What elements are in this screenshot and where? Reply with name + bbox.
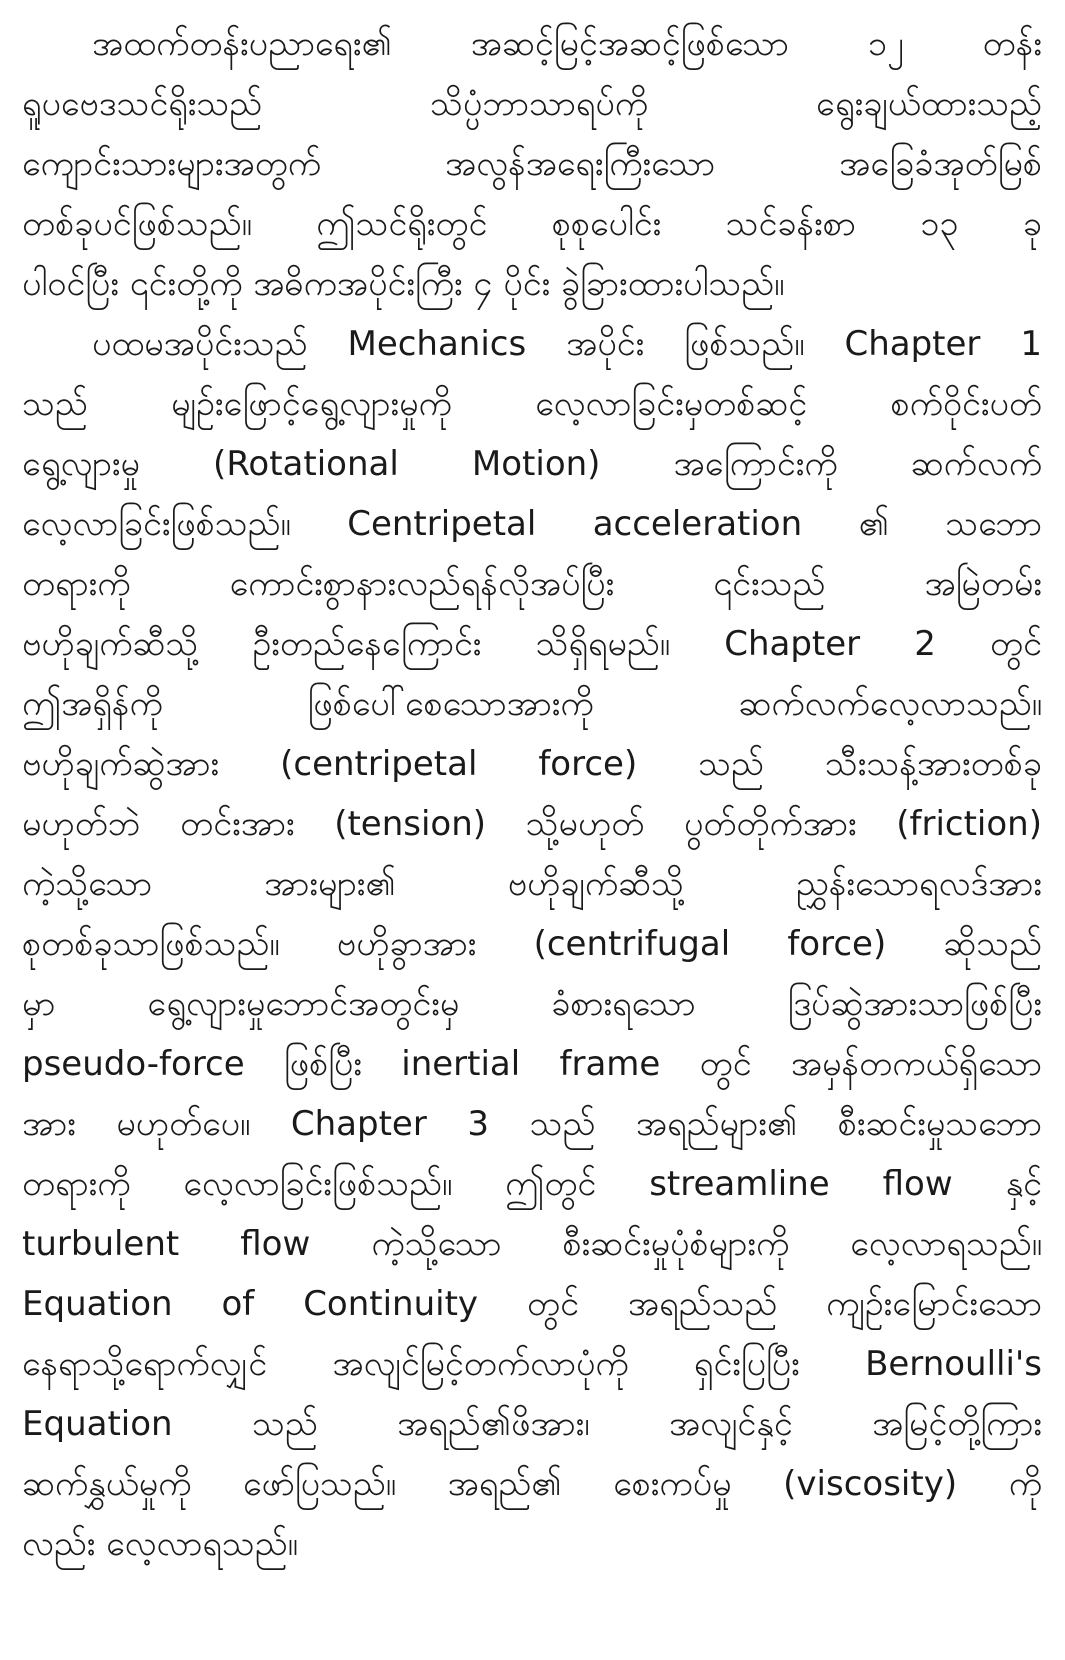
text-line-7: သည် မျဉ်းဖြောင့်ရွေ့လျားမှုကို လေ့လာခြင်းမှတစ်ဆင့် စက်ဝိုင်းပတ်: [22, 384, 1042, 424]
text-line-15: ကဲ့သို့သော အားများ၏ ဗဟိုချက်ဆီသို့ ညွှန်းသောရလဒ်အား: [22, 864, 1042, 904]
text-line-23: နေရာသို့ရောက်လျှင် အလျင်မြင့်တက်လာပုံကို ရှင်းပြပြီး Bernoulli's: [22, 1344, 1042, 1384]
text-line-21: turbulent flow ကဲ့သို့သော စီးဆင်းမှုပုံစံများကို လေ့လာရသည်။: [22, 1224, 1042, 1264]
text-line-16: စုတစ်ခုသာဖြစ်သည်။ ဗဟိုခွာအား (centrifugal force) ဆိုသည်: [22, 924, 1042, 964]
text-line-8: ရွေ့လျားမှု (Rotational Motion) အကြောင်းကို ဆက်လက်: [22, 444, 1042, 484]
text-line-20: တရားကို လေ့လာခြင်းဖြစ်သည်။ ဤတွင် streamline flow နှင့်: [22, 1164, 1042, 1204]
text-line-25: ဆက်နွှယ်မှုကို ဖော်ပြသည်။ အရည်၏ စေးကပ်မှု (viscosity) ကို: [22, 1464, 1042, 1504]
text-line-12: ဤအရှိန်ကို ဖြစ်ပေါ်စေသောအားကို ဆက်လက်လေ့လာသည်။: [22, 684, 1042, 724]
text-line-9: လေ့လာခြင်းဖြစ်သည်။ Centripetal acceleration ၏ သဘော: [22, 504, 1042, 544]
text-line-19: အား မဟုတ်ပေ။ Chapter 3 သည် အရည်များ၏ စီးဆင်းမှုသဘော: [22, 1104, 1042, 1144]
text-line-17: မှာ ရွေ့လျားမှုဘောင်အတွင်းမှ ခံစားရသော ဒြပ်ဆွဲအားသာဖြစ်ပြီး: [22, 984, 1042, 1024]
text-line-26: လည်း လေ့လာရသည်။: [22, 1524, 298, 1564]
text-line-24: Equation သည် အရည်၏ဖိအား၊ အလျင်နှင့် အမြင့်တို့ကြား: [22, 1404, 1042, 1444]
text-line-18: pseudo-force ဖြစ်ပြီး inertial frame တွင် အမှန်တကယ်ရှိသော: [22, 1044, 1042, 1084]
text-line-13: ဗဟိုချက်ဆွဲအား (centripetal force) သည် သီးသန့်အားတစ်ခု: [22, 744, 1042, 784]
text-line-1: အထက်တန်းပညာရေး၏ အဆင့်မြင့်အဆင့်ဖြစ်သော ၁၂ တန်း: [92, 24, 1042, 64]
text-line-2: ရူပဗေဒသင်ရိုးသည် သိပ္ပံဘာသာရပ်ကို ရွေးချယ်ထားသည့်: [22, 84, 1042, 124]
text-line-4: တစ်ခုပင်ဖြစ်သည်။ ဤသင်ရိုးတွင် စုစုပေါင်း သင်ခန်းစာ ၁၃ ခု: [22, 204, 1042, 244]
text-line-22: Equation of Continuity တွင် အရည်သည် ကျဉ်းမြောင်းသော: [22, 1284, 1042, 1324]
text-line-14: မဟုတ်ဘဲ တင်းအား (tension) သို့မဟုတ် ပွတ်တိုက်အား (friction): [22, 804, 1042, 844]
text-line-6: ပထမအပိုင်းသည် Mechanics အပိုင်း ဖြစ်သည်။ Chapter 1: [92, 324, 1042, 364]
text-line-5: ပါဝင်ပြီး ၎င်းတို့ကို အဓိကအပိုင်းကြီး ၄ ပိုင်း ခွဲခြားထားပါသည်။: [22, 264, 785, 304]
text-line-3: ကျောင်းသားများအတွက် အလွန်အရေးကြီးသော အခြေခံအုတ်မြစ်: [22, 144, 1042, 184]
text-line-10: တရားကို ကောင်းစွာနားလည်ရန်လိုအပ်ပြီး ၎င်းသည် အမြဲတမ်း: [22, 564, 1042, 604]
text-line-11: ဗဟိုချက်ဆီသို့ ဦးတည်နေကြောင်း သိရှိရမည်။ Chapter 2 တွင်: [22, 624, 1042, 664]
